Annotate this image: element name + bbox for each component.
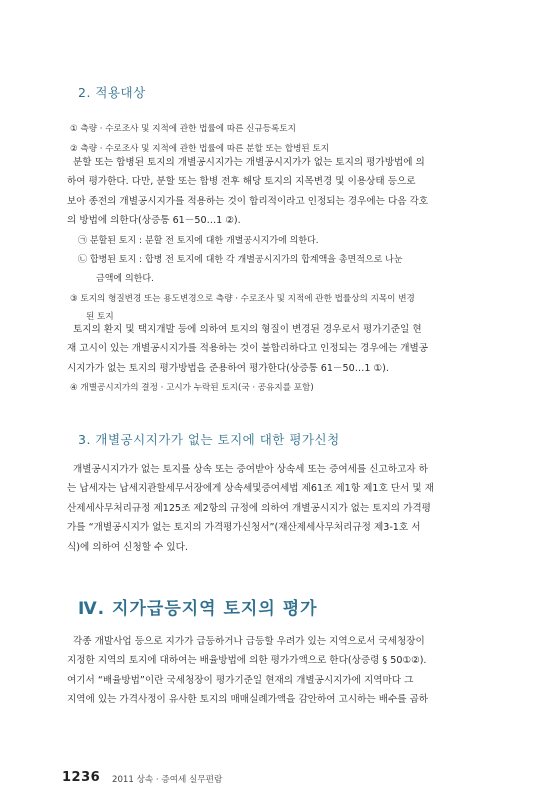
section-iv-heading: Ⅳ. 지가급등지역 토지의 평가 [78,599,318,619]
s2-sub-item-b-cont: 금액에 의한다. [96,274,154,284]
s3-para-line: 식)에 의하여 신청할 수 있다. [67,541,188,553]
s4-para-line: 여기서 “배율방법”이란 국세청장이 평가기준일 현재의 개별공시지가에 지역마다 그 [67,674,414,686]
s2-para-line: 보아 종전의 개별공시지가를 적용하는 것이 합리적이라고 인정되는 경우에는 다음 각호 [67,195,429,207]
s4-para-line: 지역에 있는 가격사정이 유사한 토지의 매매실례가액을 감안하여 고시하는 배수를 곱하 [67,694,429,706]
s2-para-line: 의 방법에 의한다(상증통 61－50…1 ②). [67,215,241,227]
s2-para2-line: 재 고시이 있는 개별공시지가를 적용하는 것이 불합리하다고 인정되는 경우에는 개별공 [67,343,429,355]
s2-item-3-cont: 된 토지 [86,312,114,322]
s4-paragraph [67,632,483,710]
s2-item-1: ① 측량 · 수로조사 및 지적에 관한 법률에 따른 신규등록토지 [70,124,296,134]
s2-item-4: ④ 개별공시지가의 결정 · 고시가 누락된 토지(국 · 공유지를 포함) [70,383,314,393]
s2-paragraph-2 [67,320,483,378]
s2-para2-line: 토지의 환지 및 택지개발 등에 의하여 토지의 형질이 변경된 경우로서 평가기준일 현 [73,324,422,335]
s3-para-line: 개별공시지가가 없는 토지를 상속 또는 증여받아 상속세 또는 증여세를 신고하고자 하 [73,464,428,475]
s3-para-line: 는 납세자는 납세지관할세무서장에게 상속세및증여세법 제61조 제1항 제1호 단서 및 재 [67,483,434,495]
s2-sub-item-b: ㉡ 합병된 토지 : 합병 전 토지에 대한 각 개별공시지가의 합계액을 총면적으로 나눈 [78,255,403,265]
s2-para-line: 하여 평가한다. 다만, 분할 또는 합병 전후 해당 토지의 지목변경 및 이용상태 등으로 [67,176,416,188]
book-title: 2011 상속 · 증여세 실무편람 [112,775,223,785]
s4-para-line: 각종 개발사업 등으로 지가가 급등하거나 급등할 우려가 있는 지역으로서 국세청장이 [73,636,425,647]
s3-paragraph [67,460,483,557]
section-3-heading: 3. 개별공시지가가 없는 토지에 대한 평가신청 [78,432,340,447]
page-number: 1236 [62,770,101,785]
s3-para-line: 산제세사무처리규정 제125조 제2항의 규정에 의하여 개별공시지가 없는 토지의 가격평 [67,502,431,514]
s2-item-3: ③ 토지의 형질변경 또는 용도변경으로 측량 · 수로조사 및 지적에 관한 법률상의 지목이 변경 [70,294,415,304]
s2-para-line: 분할 또는 합병된 토지의 개별공시지가는 개별공시지가가 없는 토지의 평가방법에 의 [73,157,425,168]
s2-paragraph [67,153,483,231]
s2-sub-item-a: ㉠ 분할된 토지 : 분할 전 토지에 대한 개별공시지가에 의한다. [78,236,319,246]
s4-para-line: 지정한 지역의 토지에 대하여는 배율방법에 의한 평가가액으로 한다(상증령 § 50①②). [67,655,427,667]
s3-para-line: 가를 “개별공시지가 없는 토지의 가격평가신청서”(재산제세사무처리규정 제3-1호 서 [67,522,421,534]
section-2-heading: 2. 적용대상 [78,85,146,100]
s2-item-2: ② 측량 · 수로조사 및 지적에 관한 법률에 따른 분할 또는 합병된 토지 [70,144,330,154]
s2-para2-line: 시지가가 없는 토지의 평가방법을 준용하여 평가한다(상증통 61－50…1 ①). [67,362,389,374]
